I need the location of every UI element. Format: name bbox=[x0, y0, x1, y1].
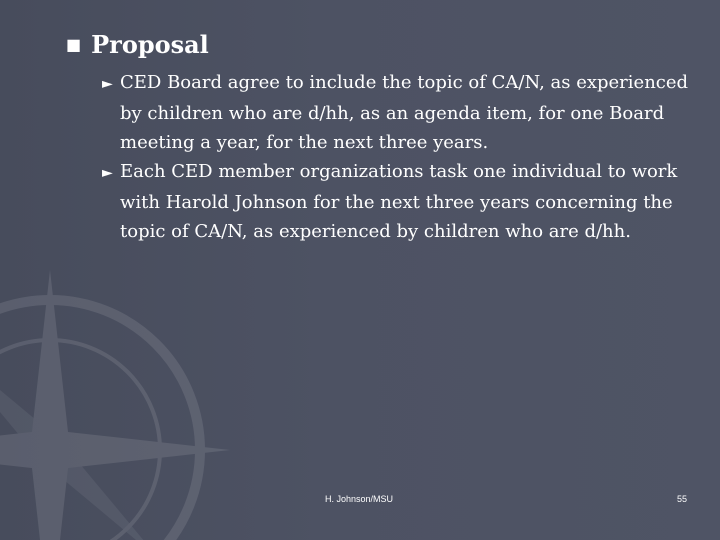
compass-watermark-icon bbox=[0, 250, 250, 540]
bullet-list bbox=[102, 68, 702, 246]
bullet-text: Each CED member organizations task one individual to work with Harold Johnson for the next three years concerning the topic of CA/N, as experienced by children who are d/hh. bbox=[120, 161, 678, 242]
bullet-text: CED Board agree to include the topic of CA/N, as experienced by children who are d/hh, as an agenda item, for one Board meeting a year, for the next three years. bbox=[120, 72, 689, 153]
page-number: 55 bbox=[677, 494, 688, 504]
slide-title: Proposal bbox=[91, 30, 209, 59]
footer-author: H. Johnson/MSU bbox=[325, 494, 394, 504]
triangle-bullet-icon: ► bbox=[102, 76, 113, 92]
bullet-item bbox=[102, 157, 702, 246]
title-row bbox=[66, 30, 209, 59]
square-bullet-icon: ■ bbox=[66, 35, 82, 54]
triangle-bullet-icon: ► bbox=[102, 165, 113, 181]
bullet-item bbox=[102, 68, 702, 157]
